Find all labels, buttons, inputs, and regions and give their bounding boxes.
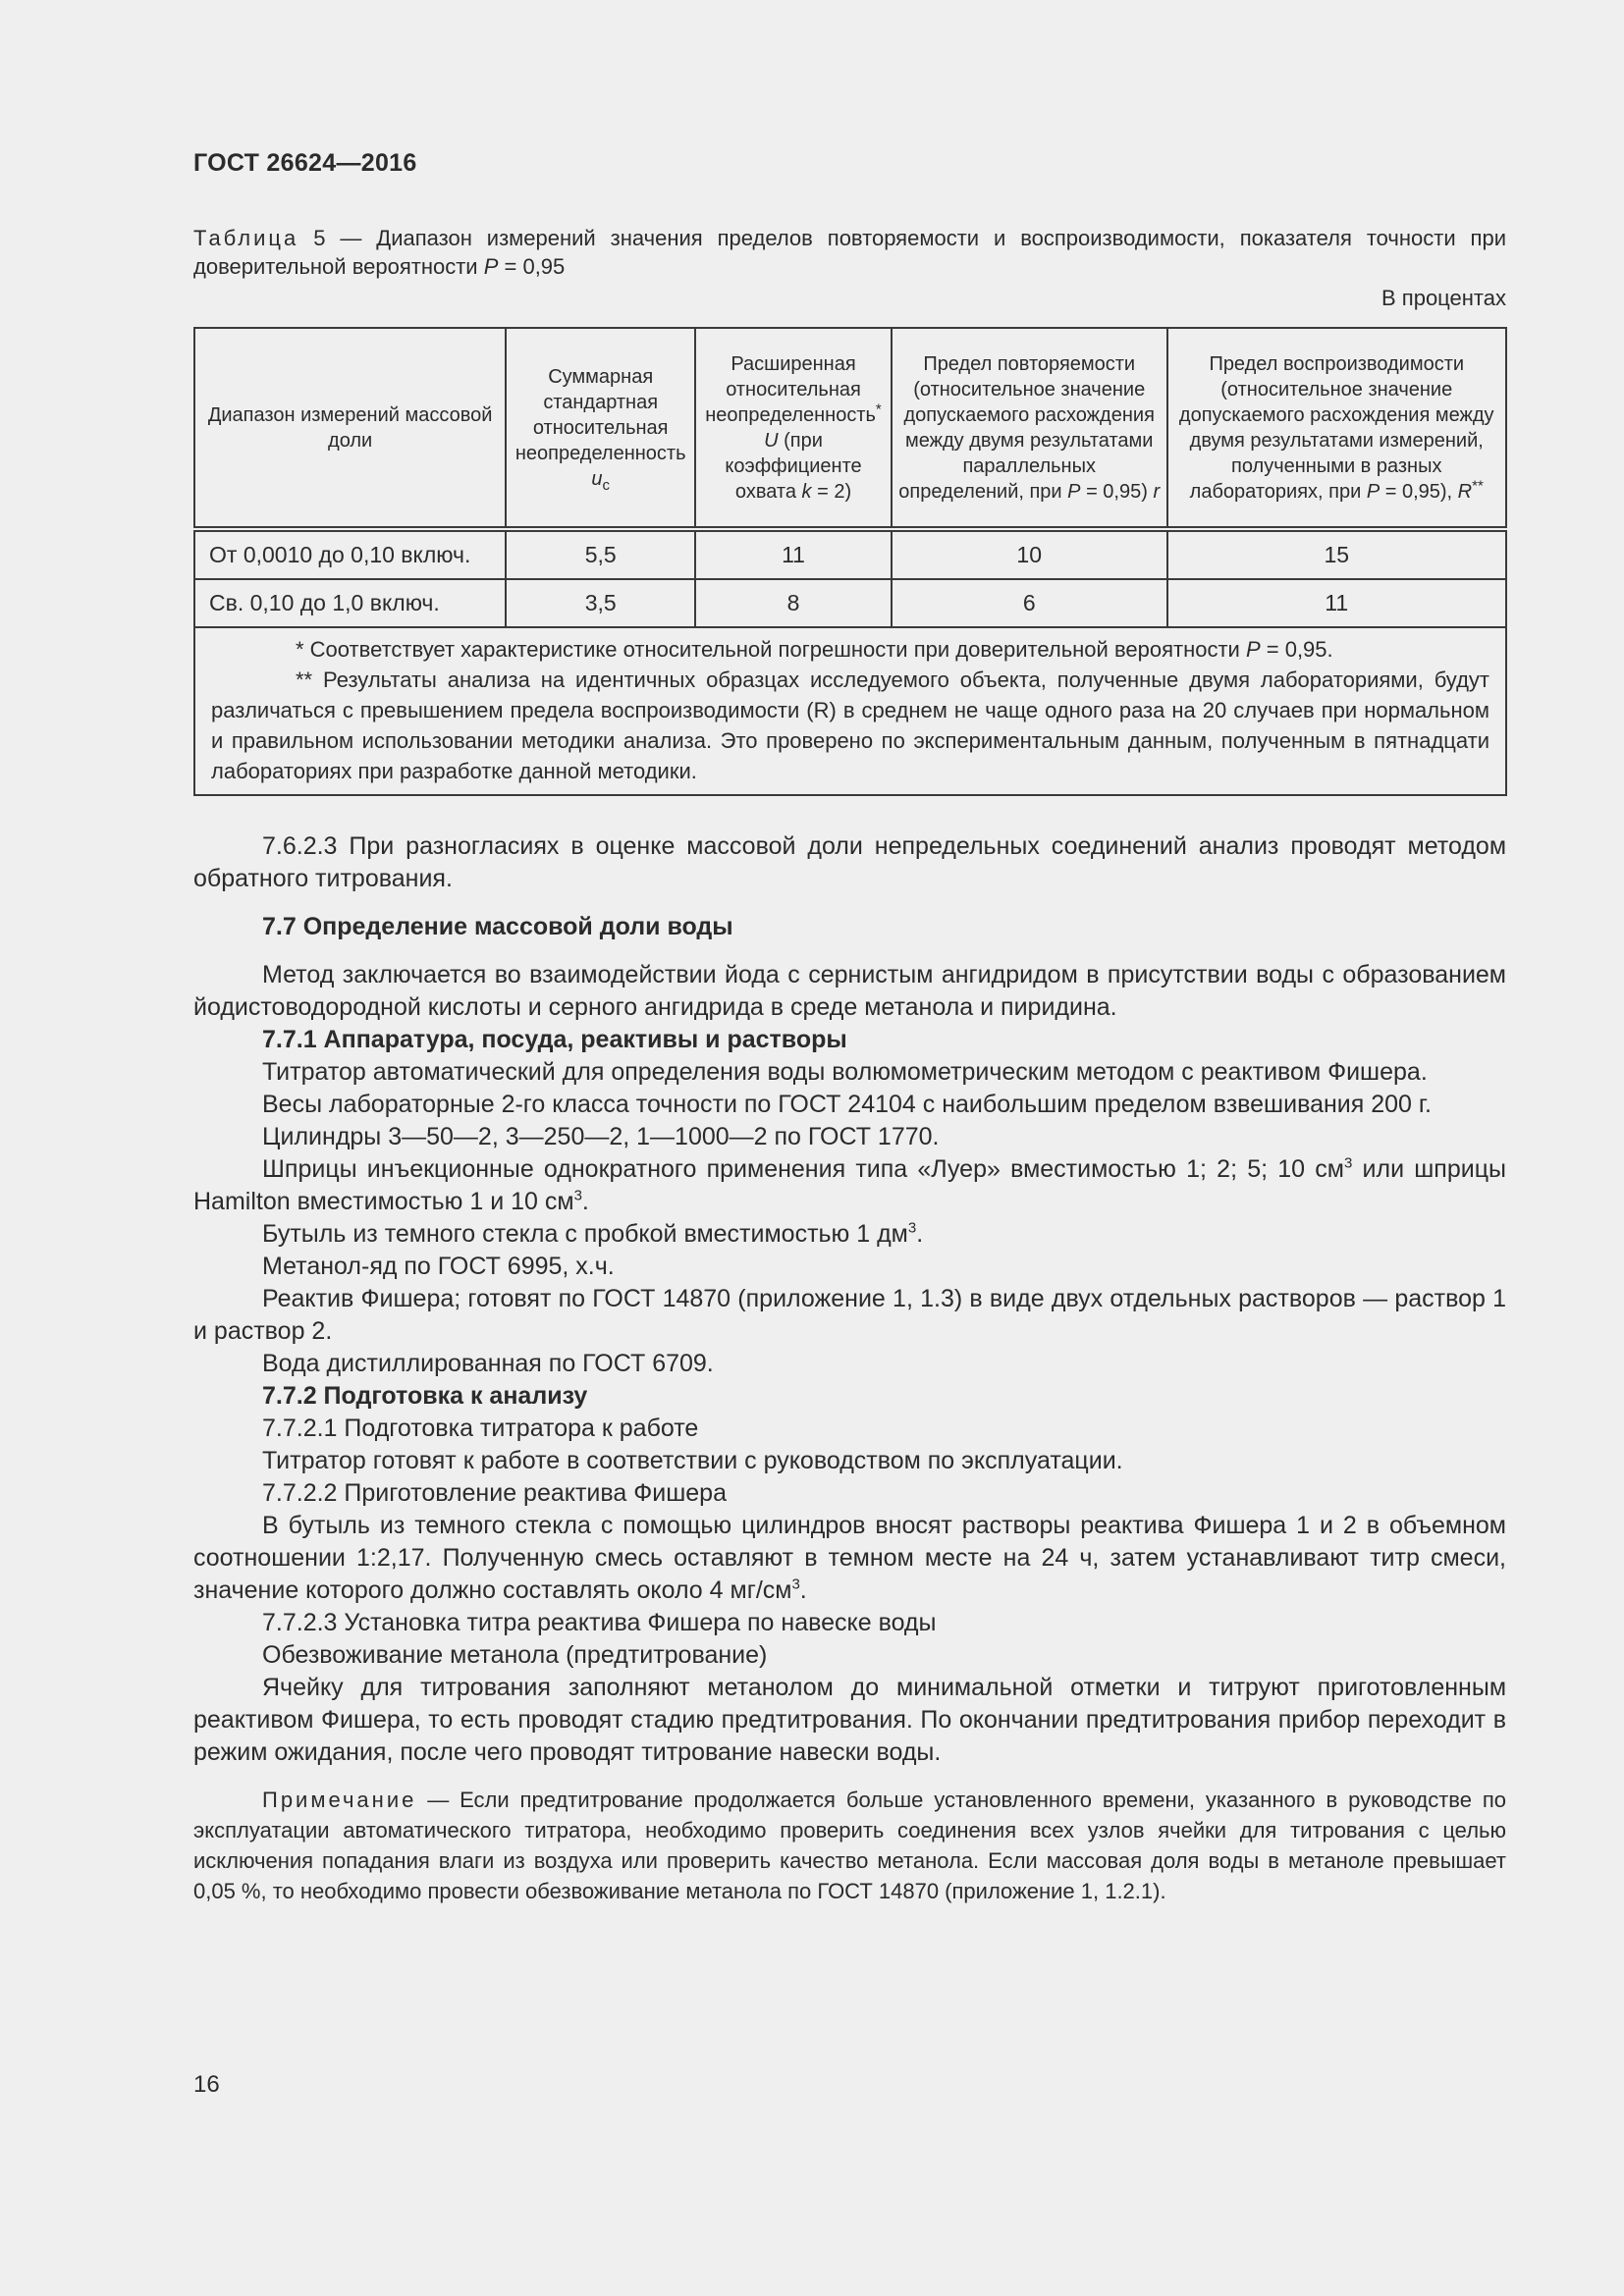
cell-reproducibility: 11 — [1167, 579, 1507, 627]
item-distilled-water: Вода дистиллированная по ГОСТ 6709. — [262, 1350, 714, 1377]
paragraph-7-7-2-1: Титратор готовят к работе в соответствии с руководством по эксплуатации. — [262, 1447, 1123, 1474]
caption-label: Таблица — [193, 226, 299, 250]
item-syringes: Шприцы инъекционные однократного применения типа «Луер» вместимостью 1; 2; 5; 10 $см^3$ или шприцы Hamilton вместимостью 1 и 10 $см^3$. — [193, 1154, 1506, 1215]
cell-reproducibility: 15 — [1167, 529, 1507, 579]
note-label: Примечание — [262, 1788, 417, 1812]
body-text — [193, 830, 1506, 1906]
cell-repeatability: 6 — [892, 579, 1167, 627]
section-heading-7-7: 7.7 Определение массовой доли воды — [262, 913, 733, 940]
cell-standard-uncertainty: 5,5 — [506, 529, 695, 579]
col-header-reproducibility: Предел воспроизводимости (относительное значение допускаемого расхождения между двумя результатами измерений, полученными в разных лабораториях, при P = 0,95), R** — [1167, 328, 1507, 529]
table-notes-row — [194, 627, 1506, 795]
cell-repeatability: 10 — [892, 529, 1167, 579]
page-number: 16 — [193, 2071, 220, 2098]
table-row — [194, 529, 1506, 579]
cell-standard-uncertainty: 3,5 — [506, 579, 695, 627]
table-notes — [194, 627, 1506, 795]
table-row — [194, 579, 1506, 627]
paragraph-dehydration: Обезвоживание метанола (предтитрование) — [262, 1641, 768, 1669]
item-methanol: Метанол-яд по ГОСТ 6995, х.ч. — [262, 1253, 615, 1280]
cell-range: От 0,0010 до 0,10 включ. — [194, 529, 506, 579]
item-scales: Весы лабораторные 2-го класса точности по ГОСТ 24104 с наибольшим пределом взвешивания 200 г. — [262, 1091, 1432, 1118]
note-paragraph: Примечание — Если предтитрование продолжается больше установленного времени, указанного в руководстве по эксплуатации автоматического титратора, необходимо проверить соединения всех узлов ячейки для титрования с целью исключения попадания влаги из воздуха или проверить качество метанола. Если массовая доля воды в метаноле превышает 0,05 %, то необходимо провести обезвоживание метанола по ГОСТ 14870 (приложение 1, 1.2.1). — [193, 1788, 1506, 1903]
subsection-7-7-2-1: 7.7.2.1 Подготовка титратора к работе — [262, 1415, 699, 1442]
table-header-row — [194, 328, 1506, 529]
cell-expanded-uncertainty: 11 — [695, 529, 892, 579]
cell-expanded-uncertainty: 8 — [695, 579, 892, 627]
paragraph-7-7-2-2: В бутыль из темного стекла с помощью цилиндров вносят растворы реактива Фишера 1 и 2 в объемном соотношении 1:2,17. Полученную смесь оставляют в темном месте на 24 ч, затем устанавливают титр смеси, значение которого должно составлять около 4 $мг/см^3$. — [193, 1512, 1506, 1604]
subsection-7-7-2-3: 7.7.2.3 Установка титра реактива Фишера по навеске воды — [262, 1609, 937, 1636]
col-header-standard-uncertainty: Суммарная стандартная относительная неопределенность $u_c$ — [506, 328, 695, 529]
table-caption: Таблица 5 — Диапазон измерений значения пределов повторяемости и воспроизводимости, показателя точности при доверительной вероятности P = 0,95 — [193, 226, 1506, 279]
standard-code-header: ГОСТ 26624—2016 — [193, 149, 417, 177]
paragraph-7-6-2-3: 7.6.2.3 При разногласиях в оценке массовой доли непредельных соединений анализ проводят методом обратного титрования. — [193, 832, 1506, 892]
cell-range: Св. 0,10 до 1,0 включ. — [194, 579, 506, 627]
table-5 — [193, 327, 1507, 796]
col-header-range: Диапазон измерений массовой доли — [194, 328, 506, 529]
paragraph-titration-cell: Ячейку для титрования заполняют метанолом до минимальной отметки и титруют приготовленным реактивом Фишера, то есть проводят стадию предтитрования. По окончании предтитрования прибор переходит в режим ожидания, после чего проводят титрование навески воды. — [193, 1674, 1506, 1766]
table-note-2: ** Результаты анализа на идентичных образцах исследуемого объекта, полученные двумя лабораториями, будут различаться с превышением предела воспроизводимости (R) в среднем не чаще одного раза на 20 случаев при нормальном и правильном использовании методики анализа. Это проверено по экспериментальным данным, полученным в пятнадцати лабораториях при разработке данной методики. — [211, 667, 1489, 783]
subsection-7-7-2-2: 7.7.2.2 Приготовление реактива Фишера — [262, 1479, 727, 1507]
item-bottle: Бутыль из темного стекла с пробкой вместимостью 1 $дм^3$. — [262, 1219, 924, 1248]
item-titrator: Титратор автоматический для определения воды волюмометрическим методом с реактивом Фишера. — [262, 1058, 1428, 1086]
col-header-repeatability: Предел повторяемости (относительное значение допускаемого расхождения между двумя результатами параллельных определений, при P = 0,95) r — [892, 328, 1167, 529]
table-units: В процентах — [1381, 286, 1506, 310]
item-fischer-reagent: Реактив Фишера; готовят по ГОСТ 14870 (приложение 1, 1.3) в виде двух отдельных растворов — раствор 1 и раствор 2. — [193, 1285, 1506, 1345]
paragraph-7-7-method: Метод заключается во взаимодействии йода с сернистым ангидридом в присутствии воды с образованием йодистоводородной кислоты и серного ангидрида в среде метанола и пиридина. — [193, 961, 1506, 1021]
table-note-1: * Соответствует характеристике относительной погрешности при доверительной вероятности P = 0,95. — [296, 637, 1333, 662]
section-heading-7-7-2: 7.7.2 Подготовка к анализу — [262, 1382, 588, 1410]
item-cylinders: Цилиндры 3—50—2, 3—250—2, 1—1000—2 по ГОСТ 1770. — [262, 1123, 940, 1150]
col-header-expanded-uncertainty: Расширенная относительная неопределенность* U (при коэффициенте охвата k = 2) — [695, 328, 892, 529]
section-heading-7-7-1: 7.7.1 Аппаратура, посуда, реактивы и растворы — [262, 1026, 847, 1053]
